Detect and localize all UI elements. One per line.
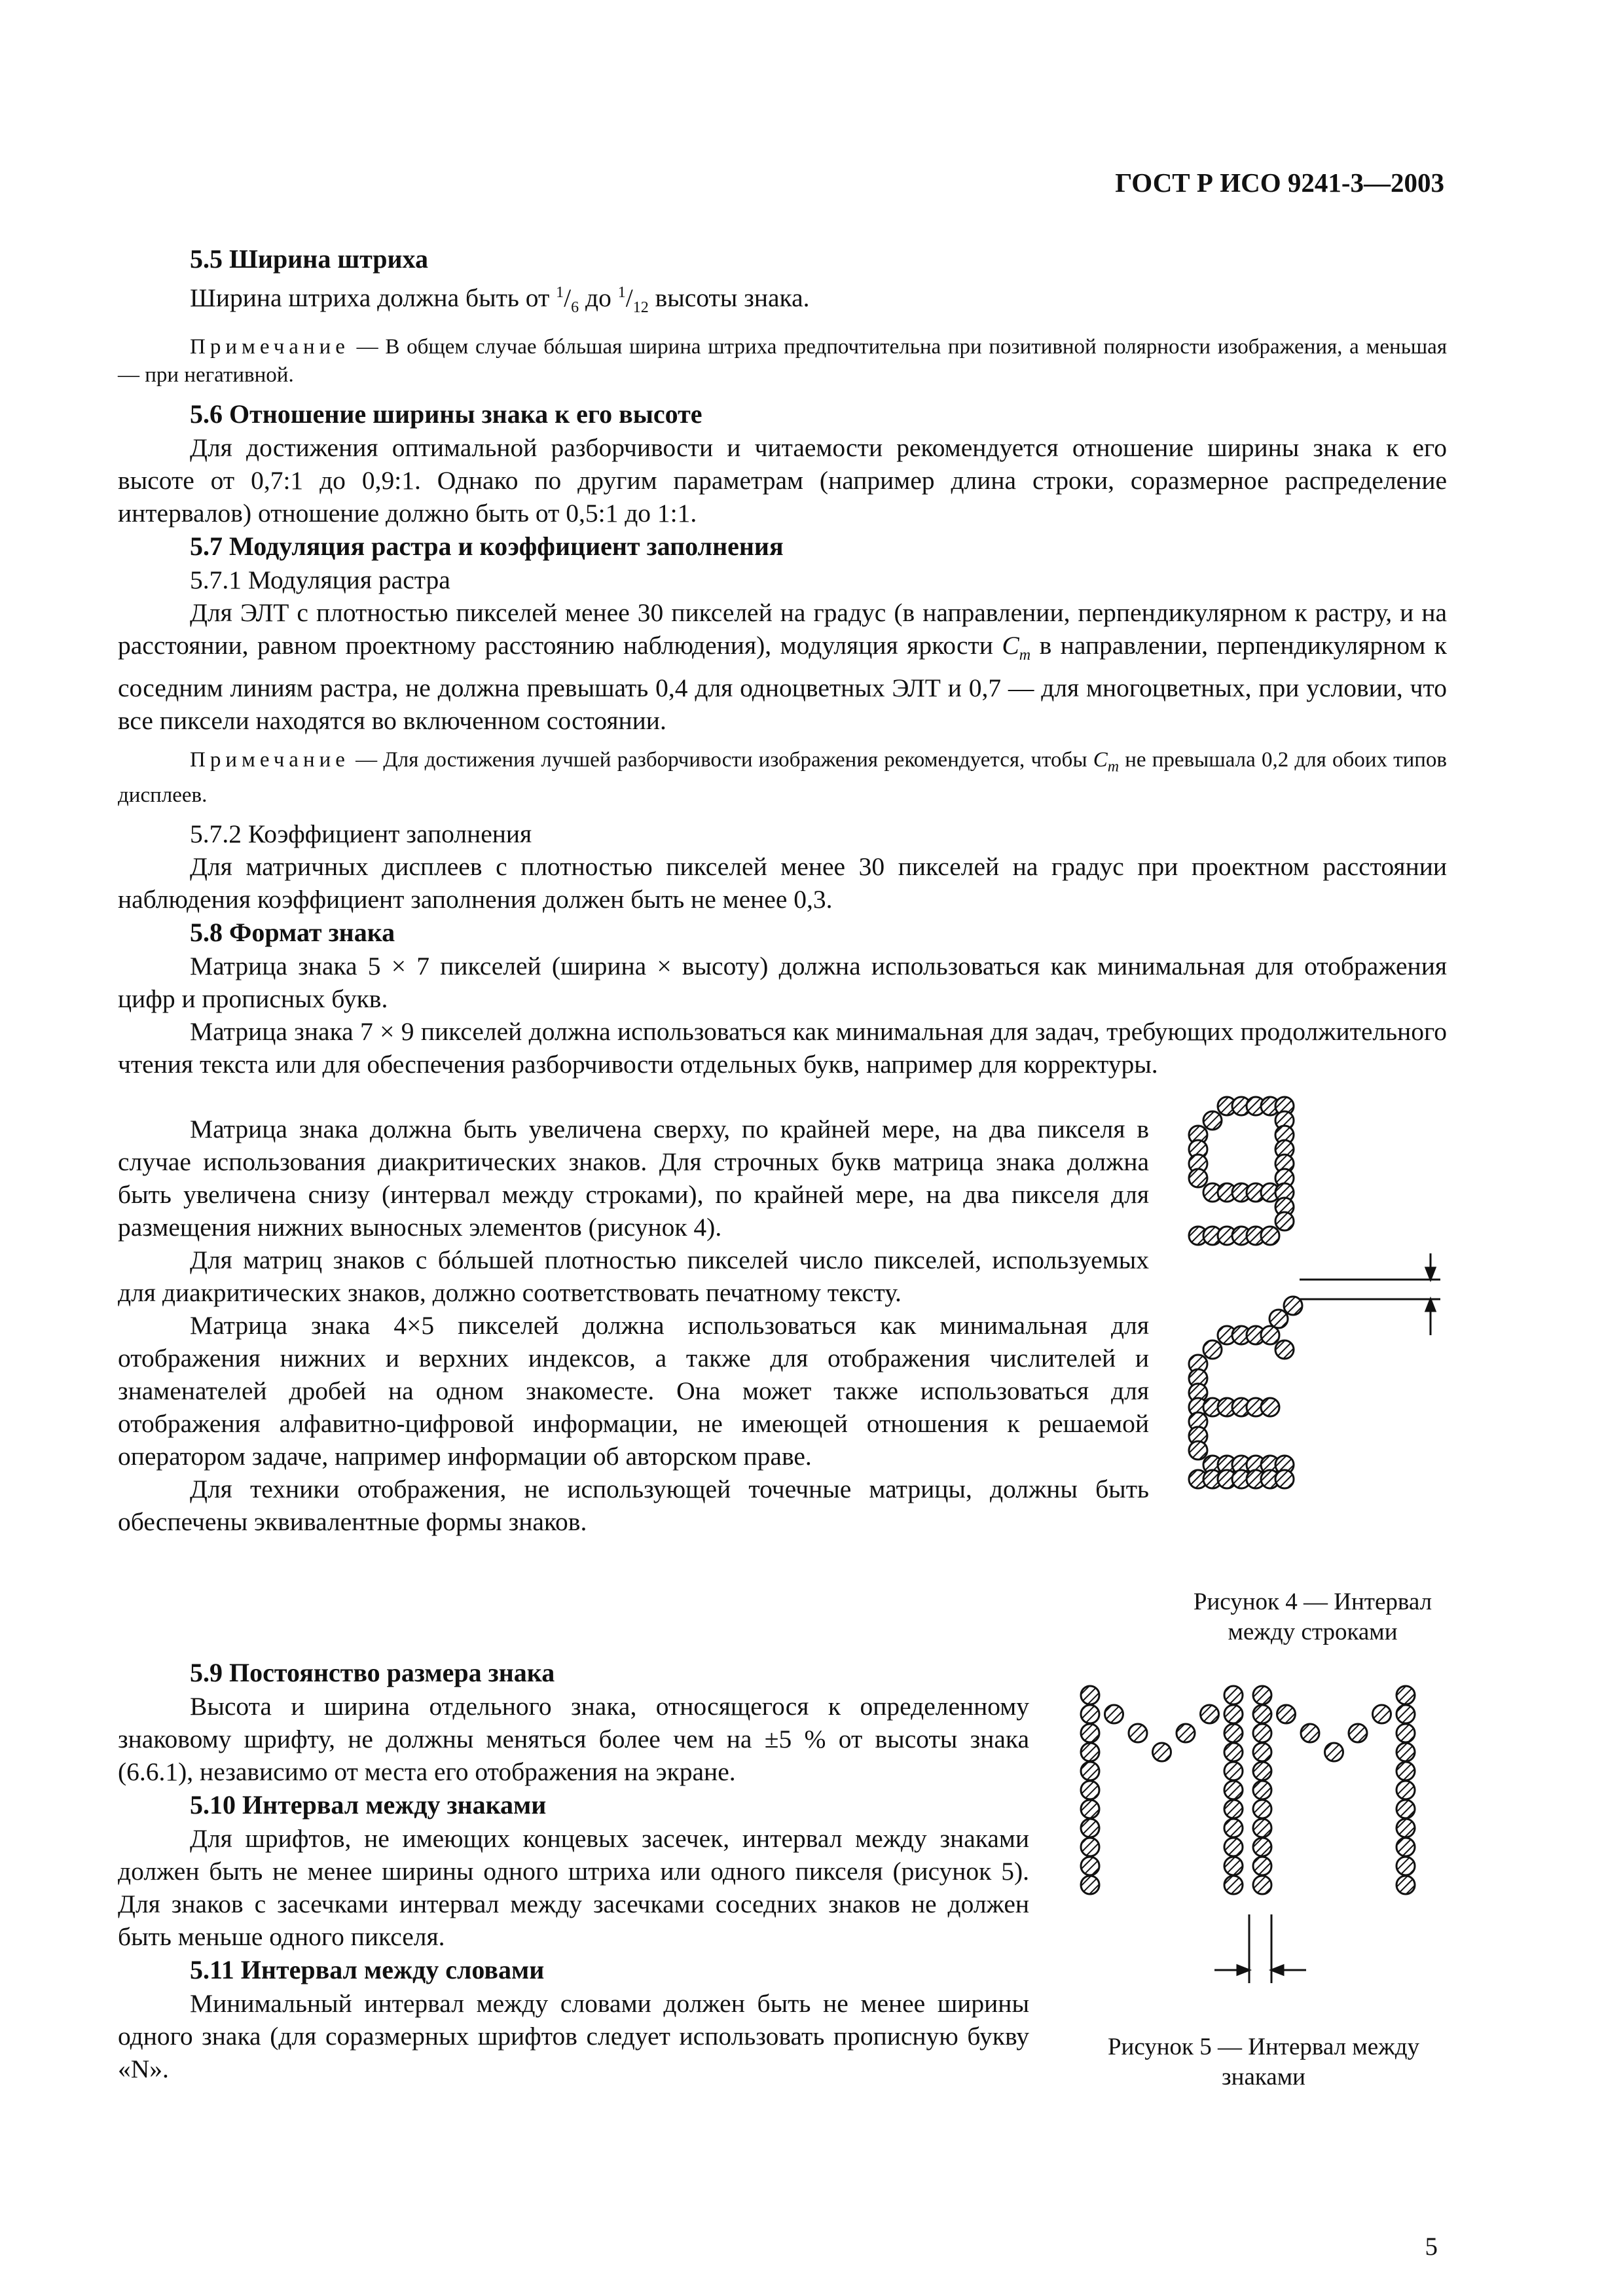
matrix-pixel-dot [1081, 1876, 1099, 1894]
section-5-7-2-text: Для матричных дисплеев с плотностью пикселей менее 30 пикселей на градус при проектном расстоянии наблюдения коэффициент заполнения должен быть не менее 0,3. [118, 852, 1447, 914]
figure-5-spacing-marker [1214, 1914, 1306, 1983]
figure-5-pixel-dots [1081, 1686, 1415, 1894]
matrix-pixel-dot [1081, 1743, 1099, 1761]
matrix-pixel-dot [1396, 1800, 1415, 1818]
figure-4-diagram [1172, 1086, 1447, 1545]
section-5-7-title: 5.7 Модуляция растра и коэффициент заполнения [190, 531, 784, 562]
matrix-pixel-dot [1396, 1857, 1415, 1875]
matrix-pixel-dot [1275, 1212, 1294, 1230]
narrow-text-block [118, 1113, 1149, 1538]
figure-4-pixel-dots [1189, 1097, 1302, 1488]
matrix-pixel-dot [1189, 1441, 1207, 1460]
figure-4-spacing-marker [1300, 1253, 1440, 1335]
section-5-8-text-4: Для матриц знаков с бóльшей плотностью пикселей число пикселей, используемых для диакритических знаков, должно соответствовать печатному тексту. [118, 1246, 1149, 1307]
matrix-pixel-dot [1224, 1762, 1243, 1780]
section-5-5-title: 5.5 Ширина штриха [190, 244, 428, 274]
section-5-8-text-6: Для техники отображения, не использующей точечные матрицы, должны быть обеспечены эквивалентные формы знаков. [118, 1475, 1149, 1536]
page-number: 5 [1425, 2233, 1438, 2261]
section-5-6-title: 5.6 Отношение ширины знака к его высоте [190, 399, 702, 429]
matrix-pixel-dot [1224, 1686, 1243, 1704]
section-5-8-text-3: Матрица знака должна быть увеличена сверху, по крайней мере, на два пикселя в случае использования диакритических знаков. Для строчных букв матрица знака должна быть увеличена снизу (интервал между строками), по крайней мере, на два пикселя для размещения нижних выносных элементов (рисунок 4). [118, 1115, 1149, 1242]
section-5-8-title: 5.8 Формат знака [190, 917, 395, 947]
matrix-pixel-dot [1275, 1340, 1294, 1359]
matrix-pixel-dot [1081, 1724, 1099, 1742]
matrix-pixel-dot [1253, 1781, 1271, 1799]
matrix-pixel-dot [1301, 1724, 1319, 1742]
figure-4-caption: Рисунок 4 — Интервал между строками [1193, 1588, 1432, 1645]
matrix-pixel-dot [1261, 1326, 1279, 1344]
section-5-10-text: Для шрифтов, не имеющих концевых засечек, интервал между знаками должен быть не менее ширины одного штриха или одного пикселя (рисунок 5). Для знаков с засечками интервал между засечками соседних знаков не должен быть меньше одного пикселя. [118, 1824, 1029, 1951]
section-5-7-1-text: Для ЭЛТ с плотностью пикселей менее 30 пикселей на градус (в направлении, перпендикулярном к растру, и на расстоянии, равном проектному расстоянию наблюдения), модуляция яркости $C_m$ в направлении, перпендикулярном к соседним линиям растра, не должна превышать 0,4 для одноцветных ЭЛТ и 0,7 — для многоцветных, при условии, что все пиксели находятся во включенном состоянии. [118, 598, 1447, 735]
section-5-9-text: Высота и ширина отдельного знака, относящегося к определенному знаковому шрифту, не должны меняться более чем на ±5 % от высоты знака (6.6.1), независимо от места его отображения на экране. [118, 1692, 1029, 1786]
narrow-text-block-2 [118, 1656, 1029, 2085]
matrix-pixel-dot [1253, 1800, 1271, 1818]
matrix-pixel-dot [1396, 1705, 1415, 1723]
matrix-pixel-dot [1224, 1724, 1243, 1742]
figure-5-diagram [1061, 1669, 1427, 1983]
matrix-pixel-dot [1224, 1819, 1243, 1837]
matrix-pixel-dot [1201, 1705, 1219, 1723]
section-5-5-text: Ширина штриха должна быть от $^1/_6$ до $^1/_{12}$ высоты знака. [190, 283, 810, 317]
matrix-pixel-dot [1081, 1781, 1099, 1799]
matrix-pixel-dot [1224, 1838, 1243, 1856]
section-5-8-text-2: Матрица знака 7 × 9 пикселей должна использоваться как минимальная для задач, требующих продолжительного чтения текста или для обеспечения разборчивости отдельных букв, например для корректуры. [118, 1016, 1447, 1079]
matrix-pixel-dot [1253, 1876, 1271, 1894]
matrix-pixel-dot [1203, 1340, 1222, 1359]
main-text-block [118, 242, 1447, 1081]
matrix-pixel-dot [1224, 1800, 1243, 1818]
matrix-pixel-dot [1189, 1169, 1207, 1187]
matrix-pixel-dot [1129, 1724, 1147, 1742]
matrix-pixel-dot [1224, 1705, 1243, 1723]
matrix-pixel-dot [1275, 1470, 1294, 1488]
section-5-8-text-5: Матрица знака 4×5 пикселей должна использоваться как минимальная для отображения нижних и верхних индексов, а также для отображения числителей и знаменателей дробей на одном знакоместе. Она может также использоваться для отображения алфавитно-цифровой информации, не имеющей отношения к решаемой оператором задаче, например информации об авторском праве. [118, 1311, 1149, 1471]
matrix-pixel-dot [1396, 1724, 1415, 1742]
matrix-pixel-dot [1081, 1838, 1099, 1856]
matrix-pixel-dot [1396, 1762, 1415, 1780]
matrix-pixel-dot [1253, 1838, 1271, 1856]
section-5-6-text: Для достижения оптимальной разборчивости и читаемости рекомендуется отношение ширины знака к его высоте от 0,7:1 до 0,9:1. Однако по другим параметрам (например длина строки, соразмерное распределение интервалов) отношение должно быть от 0,5:1 до 1:1. [118, 433, 1447, 528]
matrix-pixel-dot [1224, 1743, 1243, 1761]
matrix-pixel-dot [1373, 1705, 1391, 1723]
matrix-pixel-dot [1203, 1111, 1222, 1130]
matrix-pixel-dot [1396, 1876, 1415, 1894]
section-5-5-note: Примечание — В общем случае бóльшая ширина штриха предпочтительна при позитивной полярности изображения, а меньшая — при негативной. [118, 335, 1447, 387]
matrix-pixel-dot [1253, 1705, 1271, 1723]
section-5-10-title: 5.10 Интервал между знаками [190, 1790, 547, 1820]
matrix-pixel-dot [1349, 1724, 1367, 1742]
matrix-pixel-dot [1253, 1743, 1271, 1761]
section-5-7-1-title: 5.7.1 Модуляция растра [190, 565, 450, 595]
section-5-9-title: 5.9 Постоянство размера знака [190, 1658, 555, 1687]
matrix-pixel-dot [1269, 1310, 1288, 1328]
matrix-pixel-dot [1261, 1398, 1279, 1416]
document-header: ГОСТ Р ИСО 9241-3—2003 [1115, 168, 1444, 198]
matrix-pixel-dot [1253, 1724, 1271, 1742]
section-5-8-text-1: Матрица знака 5 × 7 пикселей (ширина × высоту) должна использоваться как минимальная для отображения цифр и прописных букв. [118, 951, 1447, 1013]
matrix-pixel-dot [1396, 1686, 1415, 1704]
section-5-11-title: 5.11 Интервал между словами [190, 1955, 545, 1984]
matrix-pixel-dot [1253, 1762, 1271, 1780]
matrix-pixel-dot [1224, 1781, 1243, 1799]
matrix-pixel-dot [1396, 1838, 1415, 1856]
matrix-pixel-dot [1277, 1705, 1296, 1723]
matrix-pixel-dot [1081, 1705, 1099, 1723]
matrix-pixel-dot [1081, 1686, 1099, 1704]
matrix-pixel-dot [1153, 1743, 1171, 1761]
matrix-pixel-dot [1105, 1705, 1123, 1723]
matrix-pixel-dot [1396, 1819, 1415, 1837]
matrix-pixel-dot [1081, 1762, 1099, 1780]
section-5-7-2-title: 5.7.2 Коэффициент заполнения [190, 819, 532, 848]
matrix-pixel-dot [1176, 1724, 1195, 1742]
matrix-pixel-dot [1224, 1876, 1243, 1894]
matrix-pixel-dot [1253, 1686, 1271, 1704]
matrix-pixel-dot [1224, 1857, 1243, 1875]
matrix-pixel-dot [1253, 1819, 1271, 1837]
figure-5-caption: Рисунок 5 — Интервал между знаками [1107, 2034, 1420, 2090]
section-5-7-note: Примечание — Для достижения лучшей разборчивости изображения рекомендуется, чтобы $C_m$ не превышала 0,2 для обоих типов дисплеев. [118, 747, 1447, 807]
matrix-pixel-dot [1325, 1743, 1343, 1761]
matrix-pixel-dot [1081, 1819, 1099, 1837]
matrix-pixel-dot [1253, 1857, 1271, 1875]
section-5-11-text: Минимальный интервал между словами должен быть не менее ширины одного знака (для соразмерных шрифтов следует использовать прописную букву «N». [118, 1989, 1029, 2083]
matrix-pixel-dot [1081, 1857, 1099, 1875]
matrix-pixel-dot [1081, 1800, 1099, 1818]
matrix-pixel-dot [1284, 1297, 1302, 1315]
matrix-pixel-dot [1396, 1781, 1415, 1799]
matrix-pixel-dot [1396, 1743, 1415, 1761]
matrix-pixel-dot [1261, 1227, 1279, 1245]
